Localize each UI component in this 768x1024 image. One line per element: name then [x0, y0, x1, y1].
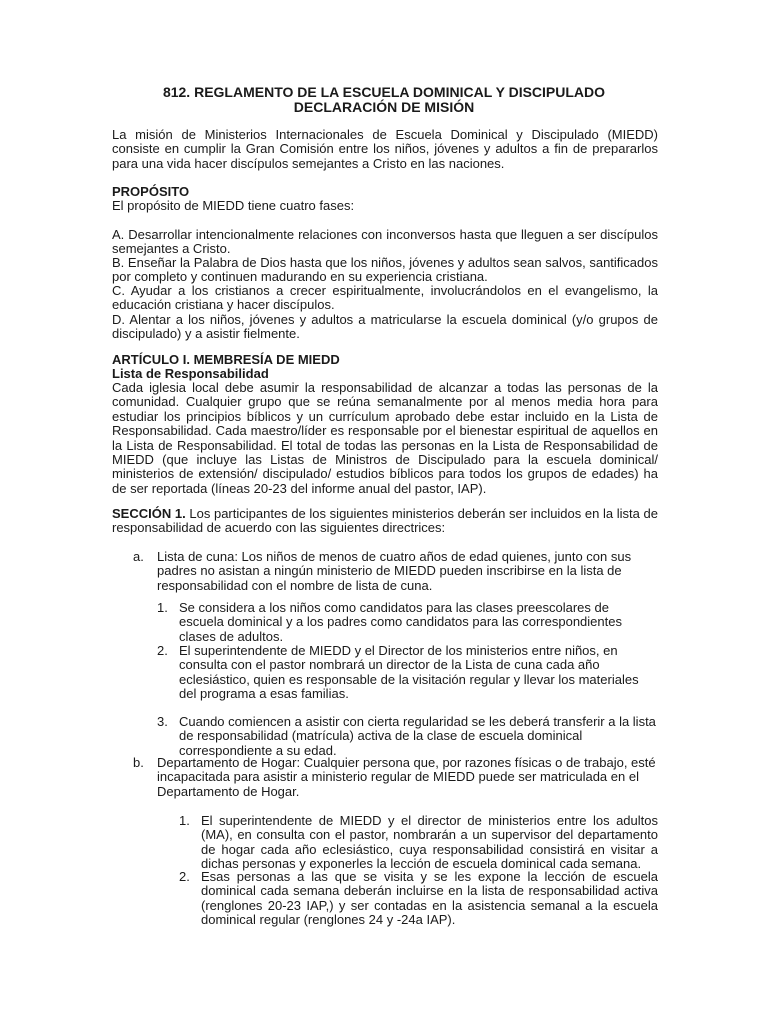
item-b-sub2-text: Esas personas a las que se visita y se les expone la lección de escuela dominical cada semana deberán incluirse en la lista de responsabilidad activa (renglones 20-23 IAP,) y ser contadas en la asistencia semanal a la escuela dominical regular (renglones 24 y -24a IAP).: [201, 869, 658, 928]
item-a-sub2-text: El superintendente de MIEDD y el Director de los ministerios entre niños, en consulta con el pastor nombrará un director de la Lista de cuna cada año eclesiástico, quien es responsable de la visitación regular y llevar los materiales del programa a esas familias.: [179, 643, 639, 702]
item-a-sub2-marker: 2.: [157, 643, 168, 658]
purpose-heading: PROPÓSITO: [112, 184, 190, 199]
item-b-sub2-marker: 2.: [179, 869, 190, 884]
phase-d: D. Alentar a los niños, jóvenes y adultos a matricularse la escuela dominical (y/o grupos de discipulado) y a asistir fielmente.: [112, 312, 658, 342]
section-text: Los participantes de los siguientes ministerios deberán ser incluidos en la lista de responsabilidad de acuerdo con las siguientes directrices:: [112, 506, 658, 536]
phase-b: B. Enseñar la Palabra de Dios hasta que los niños, jóvenes y adultos sean salvos, santificados por completo y continuen madurando en su experiencia cristiana.: [112, 255, 658, 285]
item-b-text: Departamento de Hogar: Cualquier persona que, por razones físicas o de trabajo, esté incapacitada para asistir a ministerio regular de MIEDD puede ser matriculada en el Departamento de Hogar.: [157, 755, 656, 799]
item-a-text: Lista de cuna: Los niños de menos de cuatro años de edad quienes, junto con sus padres no asistan a ningún ministerio de MIEDD pueden inscribirse en la lista de responsabilidad con el nombre de lista de cuna.: [157, 549, 632, 593]
item-a-sub1-marker: 1.: [157, 600, 168, 615]
item-a-sub3-text: Cuando comiencen a asistir con cierta regularidad se les deberá transferir a la lista de responsabilidad (matrícula) activa de la clase de escuela dominical correspondiente a su edad.: [179, 714, 656, 758]
list-heading: Lista de Responsabilidad: [112, 366, 269, 381]
item-a-sub1-text: Se considera a los niños como candidatos para las clases preescolares de escuela dominical y a los padres como candidatos para las correspondientes clases de adultos.: [179, 600, 622, 644]
phase-c: C. Ayudar a los cristianos a crecer espiritualmente, involucrándolos en el evangelismo, la educación cristiana y hacer discípulos.: [112, 283, 658, 313]
phase-a: A. Desarrollar intencionalmente relaciones con inconversos hasta que lleguen a ser discípulos semejantes a Cristo.: [112, 227, 658, 257]
article-heading: ARTÍCULO I. MEMBRESÍA DE MIEDD: [112, 352, 340, 367]
list-paragraph: Cada iglesia local debe asumir la responsabilidad de alcanzar a todas las personas de la comunidad. Cualquier grupo que se reúna semanalmente por al menos media hora para estudiar los principios bíblicos y un currículum aprobado debe estar incluido en la Lista de Responsabilidad. Cada maestro/líder es responsable por el bienestar espiritual de aquellos en la Lista de Responsabilidad. El total de todas las personas en la Lista de Responsabilidad de MIEDD (que incluye las Listas de Ministros de Discipulado para la escuela dominical/ ministerios de extensión/ discipulado/ estudios bíblicos para todos los grupos de edades) ha de ser reportada (líneas 20-23 del informe anual del pastor, IAP).: [112, 380, 658, 496]
item-a-marker: a.: [133, 549, 144, 564]
item-a-sub3-marker: 3.: [157, 714, 168, 729]
mission-paragraph: La misión de Ministerios Internacionales de Escuela Dominical y Discipulado (MIEDD) consiste en cumplir la Gran Comisión entre los niños, jóvenes y adultos a fin de prepararlos para una vida hacer discípulos semejantes a Cristo en las naciones.: [112, 127, 658, 171]
section-label: SECCIÓN 1.: [112, 506, 186, 521]
document-title: 812. REGLAMENTO DE LA ESCUELA DOMINICAL Y DISCIPULADO: [162, 84, 606, 100]
item-b-marker: b.: [133, 755, 144, 770]
document-subtitle: DECLARACIÓN DE MISIÓN: [293, 99, 475, 115]
item-b-sub1-marker: 1.: [179, 813, 190, 828]
purpose-intro: El propósito de MIEDD tiene cuatro fases:: [112, 198, 355, 213]
item-b-sub1-text: El superintendente de MIEDD y el director de ministerios entre los adultos (MA), en consulta con el pastor, nombrarán a un supervisor del departamento de hogar cada año eclesiástico, cuya responsabilidad consistirá en visitar a dichas personas y exponerles la lección de escuela dominical cada semana.: [201, 813, 658, 872]
section-1-paragraph: [112, 507, 658, 536]
